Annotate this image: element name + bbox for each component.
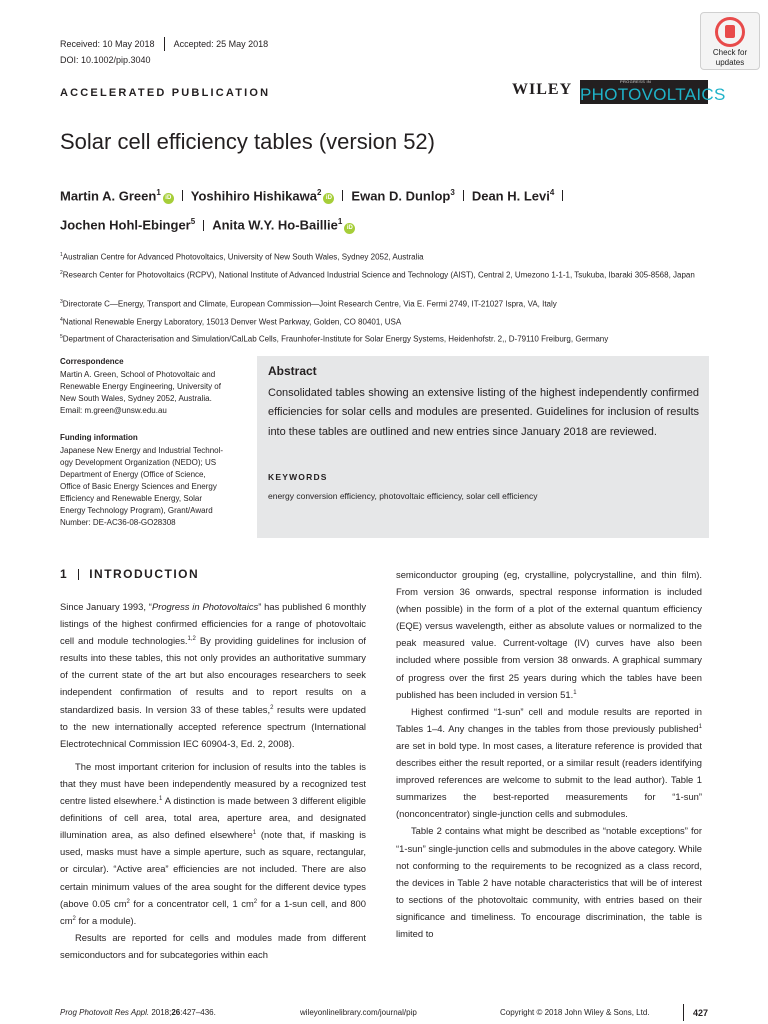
abstract-text: Consolidated tables showing an extensive listing of the highest independently confirmed efficiencies for solar cells and modules are presented. Guidelines for inclusion of results into these tables are outlined and new entries since January 2018 are reviewed. [268, 387, 699, 438]
author-name[interactable]: Dean H. Levi [471, 188, 550, 204]
funding-line: Number: DE-AC36-08-GO28308 [60, 518, 176, 527]
text-run: are set in bold type. In most cases, a literature reference is provided that describes either the result reported, or a similar result (readers identifying improved references are welcome to submit to the lead author). Table 1 summarizes the best-reported measurements for “1-sun” (nonconcentrator) single-junction cells and submodules. [396, 739, 702, 820]
check-updates-label-1: Check for [712, 48, 748, 57]
check-updates-icon [715, 17, 745, 47]
text-run: semiconductor grouping (eg, crystalline, polycrystalline, and thin film). From version 36 onwards, spectral response information is included (when possible) in the form of a plot of the external quantum efficiency (EQE) versus wavelength, either as absolute values or normalized to the peak measured value. Current-voltage (IV) curves have also been included where possible from version 38 onwards. A graphical summary of progress over the first 25 years during which the tables have been published has been included in version 51. [396, 569, 702, 700]
affiliation-number: 3 [60, 299, 63, 305]
section-separator [78, 569, 79, 580]
abstract-box [257, 356, 709, 538]
journal-logo-big: PHOTOVOLTAICS [580, 85, 726, 104]
citation-link[interactable]: 1 [573, 689, 577, 696]
page-number: 427 [693, 1008, 709, 1018]
citation-link[interactable]: 1,2 [187, 636, 196, 643]
funding-line: Department of Energy (Office of Science, [60, 470, 206, 479]
author-affil-sup: 1 [156, 188, 161, 197]
correspondence-line: Renewable Energy Engineering, University of [60, 382, 221, 391]
body-column-right [396, 566, 702, 942]
affiliation-text: Department of Characterisation and Simulation/CalLab Cells, Fraunhofer-Institute for Solar Energy Systems, Heidenhofstr. 2,, D-79110 Freiburg, Germany [62, 334, 609, 344]
citation-link[interactable]: 1 [159, 795, 163, 802]
keywords: energy conversion efficiency, photovoltaic efficiency, solar cell efficiency [268, 490, 538, 501]
text-run: (note that, if masking is used, masks must have a simple aperture, such as square, rectangular, or circular). “Active area” efficiencies are not included. There are also certain minimum values of the area sought for the different device types (above 0.05 cm [60, 829, 366, 909]
section-heading [60, 567, 199, 581]
paragraph [60, 598, 366, 752]
funding-line: Efficiency and Renewable Energy, Solar [60, 494, 203, 503]
author-separator [562, 190, 563, 201]
affiliation-number: 4 [60, 317, 63, 323]
author-separator [182, 190, 183, 201]
article-dates [60, 37, 268, 51]
author-affil-sup: 2 [316, 188, 322, 197]
publisher-logo: WILEY [512, 81, 573, 98]
check-updates-label-2: updates [715, 58, 745, 67]
text-run: ” has published 6 monthly listings of the highest confirmed efficiencies for a range of photovoltaic cell and module technologies. [60, 601, 367, 647]
footer-copyright: Copyright © 2018 John Wiley & Sons, Ltd. [500, 1008, 650, 1017]
funding-line: Office of Basic Energy Sciences and Energy [60, 482, 217, 491]
author-name[interactable]: Jochen Hohl-Ebinger [60, 217, 191, 233]
text-run: results were updated to the new internationally accepted reference spectrum (International Electrotechnical Commission IEC 60904-3, Ed. 2, 2008). [60, 703, 367, 749]
author-separator [203, 220, 204, 231]
funding-heading: Funding information [60, 433, 138, 442]
footer-url[interactable]: wileyonlinelibrary.com/journal/pip [300, 1008, 417, 1017]
citation-link[interactable]: 2 [270, 704, 274, 711]
superscript: 2 [126, 898, 130, 905]
correspondence-body [60, 369, 243, 417]
text-run: A distinction is made between 3 different eligible definitions of cell area, total area, aperture area, and designated illumination area, as also defined elsewhere [60, 795, 367, 841]
funding-line: ogy Development Organization (NEDO); US [60, 458, 217, 467]
keywords-heading: KEYWORDS [268, 471, 328, 482]
section-type: ACCELERATED PUBLICATION [60, 87, 271, 99]
author-affil-sup: 1 [337, 217, 343, 227]
correspondence-heading: Correspondence [60, 357, 124, 366]
journal-name: Progress in Photovoltaics [151, 601, 259, 612]
footer-journal: Prog Photovolt Res Appl. [60, 1008, 150, 1017]
affiliation-number: 5 [60, 334, 63, 340]
orcid-icon[interactable]: iD [163, 193, 174, 204]
author-name[interactable]: Martin A. Green [60, 188, 157, 204]
paragraph [396, 566, 702, 703]
orcid-icon[interactable]: iD [344, 223, 355, 234]
doi[interactable]: DOI: 10.1002/pip.3040 [60, 55, 151, 65]
footer-citation [60, 1008, 216, 1017]
affiliation-1 [60, 249, 710, 264]
correspondence-email[interactable]: Email: m.green@unsw.edu.au [60, 406, 167, 415]
superscript: 2 [253, 898, 258, 905]
author-name[interactable]: Ewan D. Dunlop [351, 188, 451, 204]
affiliation-3 [60, 296, 710, 311]
paragraph [60, 758, 366, 929]
section-number: 1 [60, 567, 69, 581]
funding-line: Japanese New Energy and Industrial Technol- [60, 446, 224, 455]
author-affil-sup: 4 [549, 188, 555, 197]
affiliation-text: Directorate C—Energy, Transport and Climate, European Commission—Joint Research Centre, Via E. Fermi 2749, IT-21027 Ispra, VA, Italy [62, 299, 557, 309]
accepted-date: Accepted: 25 May 2018 [173, 39, 269, 49]
text-run: for a 1-sun cell, and 800 cm [60, 897, 366, 926]
superscript: 2 [72, 915, 76, 922]
text-run: Highest confirmed “1-sun” cell and module results are reported in Tables 1–4. Any changes in the tables from those previously published [396, 705, 702, 734]
author-name[interactable]: Anita W.Y. Ho-Baillie [212, 217, 338, 233]
affiliation-number: 2 [60, 270, 63, 276]
received-date: Received: 10 May 2018 [60, 39, 155, 49]
affiliation-5 [60, 331, 710, 346]
affiliation-text: Australian Centre for Advanced Photovoltaics, University of New South Wales, Sydney 2052, Australia [62, 252, 424, 262]
author-separator [342, 190, 343, 201]
author-separator [463, 190, 464, 201]
text-run: Results are reported for cells and modules made from different semiconductors and for subcategories within each [60, 931, 366, 960]
body-column-left [60, 598, 366, 963]
correspondence-line: New South Wales, Sydney 2052, Australia. [60, 394, 212, 403]
affiliation-text: Research Center for Photovoltaics (RCPV), National Institute of Advanced Industrial Science and Technology (AIST), Central 2, Umezono 1-1-1, Tsukuba, Ibaraki 305-8568, Japan [62, 270, 695, 280]
author-affil-sup: 5 [190, 217, 196, 227]
text-run: for a module). [75, 914, 137, 926]
citation-link[interactable]: 1 [252, 830, 257, 837]
affiliation-2 [60, 267, 710, 282]
author-affil-sup: 3 [450, 188, 455, 197]
author-list [60, 180, 710, 239]
paragraph [60, 929, 366, 963]
footer-year: 2018; [149, 1008, 172, 1017]
text-run: By providing guidelines for inclusion of results into these tables, this not only provides an authoritative summary of the current state of the art but also encourages researchers to seek independent confirmation of results and to report results on a standardized basis. In version 33 of these tables, [60, 635, 366, 715]
citation-link[interactable]: 1 [698, 723, 702, 730]
funding-body [60, 445, 243, 529]
abstract-heading: Abstract [268, 364, 317, 378]
footer-volume: 26 [171, 1008, 181, 1017]
journal-logo [580, 79, 726, 104]
correspondence-line: Martin A. Green, School of Photovoltaic and [60, 370, 216, 379]
text-run: The most important criterion for inclusion of results into the tables is that they must have been independently measured by a recognized test centre listed elsewhere. [60, 760, 366, 807]
text-run: Since January 1993, “ [60, 601, 152, 612]
section-title: INTRODUCTION [89, 567, 200, 581]
funding-line: Energy Technology Program), Grant/Award [60, 506, 213, 515]
text-run: Table 2 contains what might be described as “notable exceptions” for “1-sun” single-junction cells and submodules in the above category. While not conforming to the requirements to be recognized as a class record, the devices in Table 2 have notable characteristics that will be of interest to sections of the photovoltaic community, with entries based on their significance and timeliness. To encourage discrimination, the table is limited to [396, 825, 702, 939]
journal-logo-small: PROGRESS IN [620, 79, 652, 84]
check-for-updates-button[interactable] [700, 12, 760, 70]
affiliation-number: 1 [60, 252, 63, 258]
article-title: Solar cell efficiency tables (version 52) [60, 129, 435, 154]
affiliation-text: National Renewable Energy Laboratory, 15013 Denver West Parkway, Golden, CO 80401, USA [62, 317, 402, 327]
date-separator [164, 37, 165, 51]
footer-pages: :427–436. [180, 1008, 216, 1017]
orcid-icon[interactable]: iD [323, 193, 334, 204]
author-name[interactable]: Yoshihiro Hishikawa [190, 188, 317, 204]
footer-separator [683, 1004, 684, 1021]
paragraph [396, 703, 702, 823]
affiliation-4 [60, 314, 710, 329]
text-run: for a concentrator cell, 1 cm [129, 897, 254, 909]
paragraph [396, 822, 702, 942]
